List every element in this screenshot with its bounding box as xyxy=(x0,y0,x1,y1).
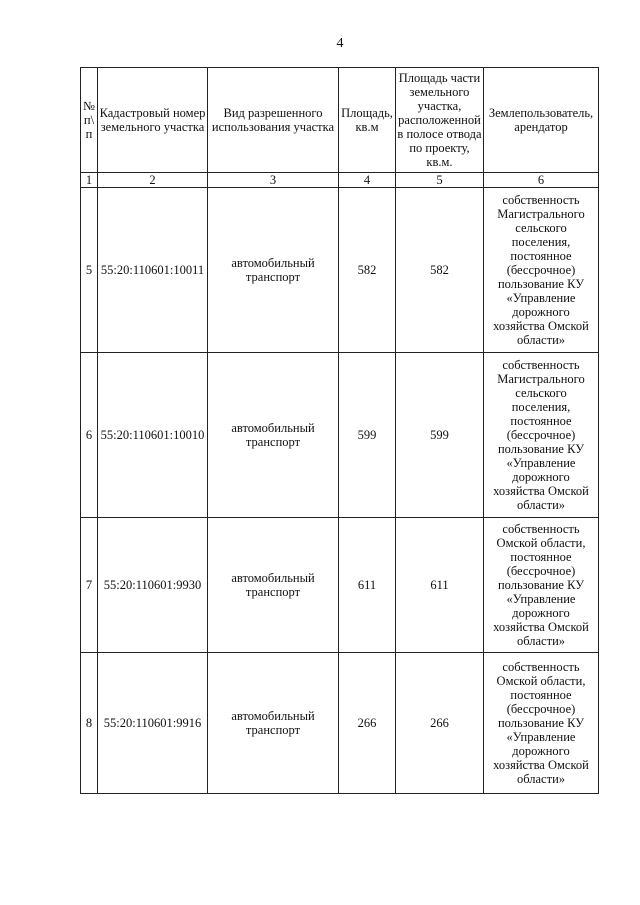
part-area-value: 611 xyxy=(396,518,484,653)
header-cell-number: № п\п xyxy=(81,68,98,173)
row-number: 7 xyxy=(81,518,98,653)
header-cell-area: Площадь, кв.м xyxy=(339,68,396,173)
column-number: 6 xyxy=(484,173,599,188)
cadastral-number: 55:20:110601:9930 xyxy=(98,518,208,653)
land-plots-table xyxy=(80,67,599,794)
permitted-use: автомобильный транспорт xyxy=(208,653,339,794)
column-numbers-row xyxy=(81,173,599,188)
land-user: собственность Омской области, постоянное (бессрочное) пользование КУ «Управление дорожного хозяйства Омской области» xyxy=(484,518,599,653)
land-user: собственность Омской области, постоянное (бессрочное) пользование КУ «Управление дорожного хозяйства Омской области» xyxy=(484,653,599,794)
column-number: 5 xyxy=(396,173,484,188)
column-number: 1 xyxy=(81,173,98,188)
table-row xyxy=(81,353,599,518)
row-number: 6 xyxy=(81,353,98,518)
part-area-value: 582 xyxy=(396,188,484,353)
area-value: 266 xyxy=(339,653,396,794)
cadastral-number: 55:20:110601:9916 xyxy=(98,653,208,794)
area-value: 582 xyxy=(339,188,396,353)
land-user: собственность Магистрального сельского поселения, постоянное (бессрочное) пользование КУ «Управление дорожного хозяйства Омской области» xyxy=(484,188,599,353)
header-cell-owner: Землепользователь, арендатор xyxy=(484,68,599,173)
part-area-value: 599 xyxy=(396,353,484,518)
row-number: 5 xyxy=(81,188,98,353)
table-row xyxy=(81,653,599,794)
part-area-value: 266 xyxy=(396,653,484,794)
column-number: 3 xyxy=(208,173,339,188)
column-number: 4 xyxy=(339,173,396,188)
permitted-use: автомобильный транспорт xyxy=(208,518,339,653)
table-row xyxy=(81,518,599,653)
area-value: 599 xyxy=(339,353,396,518)
permitted-use: автомобильный транспорт xyxy=(208,353,339,518)
header-cell-part-area: Площадь части земельного участка, расположенной в полосе отвода по проекту, кв.м. xyxy=(396,68,484,173)
land-user: собственность Магистрального сельского поселения, постоянное (бессрочное) пользование КУ «Управление дорожного хозяйства Омской области» xyxy=(484,353,599,518)
table-row xyxy=(81,188,599,353)
row-number: 8 xyxy=(81,653,98,794)
cadastral-number: 55:20:110601:10011 xyxy=(98,188,208,353)
header-cell-cadastral: Кадастровый номер земельного участка xyxy=(98,68,208,173)
header-cell-use: Вид разрешенного использования участка xyxy=(208,68,339,173)
permitted-use: автомобильный транспорт xyxy=(208,188,339,353)
column-number: 2 xyxy=(98,173,208,188)
table-header-row xyxy=(81,68,599,173)
area-value: 611 xyxy=(339,518,396,653)
cadastral-number: 55:20:110601:10010 xyxy=(98,353,208,518)
page-number: 4 xyxy=(336,36,344,51)
